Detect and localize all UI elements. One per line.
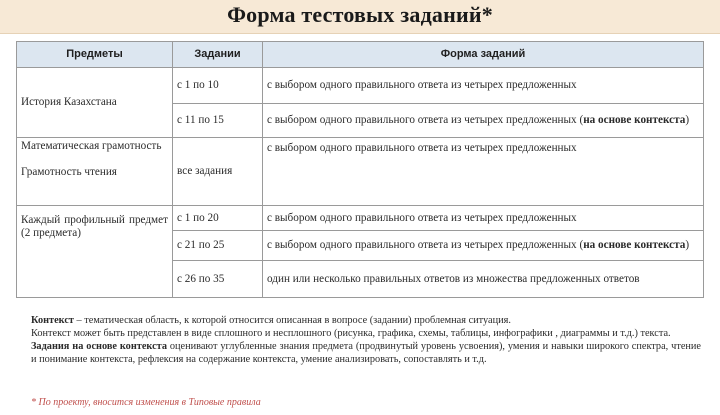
form-cell: с выбором одного правильного ответа из четырех предложенных xyxy=(263,68,704,104)
context-emphasis: на основе контекста xyxy=(583,239,686,251)
note-context-definition xyxy=(31,314,701,327)
form-text-end: ) xyxy=(685,239,690,251)
subject-cell: История Казахстана xyxy=(17,68,173,138)
header-tasks: Задании xyxy=(173,42,263,68)
form-text: с выбором одного правильного ответа из четырех предложенных ( xyxy=(267,239,584,251)
tasks-cell: с 11 по 15 xyxy=(173,104,263,138)
table-row xyxy=(17,68,704,104)
table-header-row xyxy=(17,42,704,68)
notes-section xyxy=(31,314,701,366)
subject-math-literacy: Математическая грамотность xyxy=(21,140,162,152)
form-text-end: ) xyxy=(685,114,690,126)
subject-reading-literacy: Грамотность чтения xyxy=(21,166,117,178)
page-title: Форма тестовых заданий* xyxy=(227,2,493,27)
context-emphasis: на основе контекста xyxy=(583,114,686,126)
tasks-cell: с 21 по 25 xyxy=(173,231,263,261)
form-cell: с выбором одного правильного ответа из четырех предложенных xyxy=(263,206,704,231)
note-text: оценивают углубленные знания предмета (продвинутый уровень усвоения), умения и навыки широкого спектра, чтение и понимание контекста, рефлексия на содержание контекста, умение анализировать, сопоставлять и т.д. xyxy=(31,341,701,365)
form-cell: с выбором одного правильного ответа из четырех предложенных xyxy=(263,138,704,206)
header-subjects: Предметы xyxy=(17,42,173,68)
tasks-cell: с 1 по 10 xyxy=(173,68,263,104)
form-cell xyxy=(263,104,704,138)
form-text: с выбором одного правильного ответа из четырех предложенных ( xyxy=(267,114,584,126)
test-format-table xyxy=(16,41,704,298)
term-context-tasks: Задания на основе контекста xyxy=(31,341,167,352)
form-cell xyxy=(263,231,704,261)
note-text: – тематическая область, к которой относится описанная в вопросе (задании) проблемная ситуация. xyxy=(73,315,511,326)
form-cell: один или несколько правильных ответов из множества предложенных ответов xyxy=(263,261,704,298)
footnote: * По проекту, вносится изменения в Типовые правила xyxy=(31,397,261,408)
table-row xyxy=(17,138,704,206)
tasks-cell: все задания xyxy=(173,138,263,206)
table-row xyxy=(17,206,704,231)
subject-cell: Каждый профильный предмет (2 предмета) xyxy=(17,206,173,298)
note-context-tasks xyxy=(31,340,701,366)
tasks-cell: с 1 по 20 xyxy=(173,206,263,231)
note-context-forms: Контекст может быть представлен в виде сплошного и несплошного (рисунка, графика, схемы, таблицы, инфографики , диаграммы и т.д.) текста. xyxy=(31,328,671,339)
tasks-cell: с 26 по 35 xyxy=(173,261,263,298)
term-context: Контекст xyxy=(31,315,74,326)
subject-cell xyxy=(17,138,173,206)
header-task-form: Форма заданий xyxy=(263,42,704,68)
